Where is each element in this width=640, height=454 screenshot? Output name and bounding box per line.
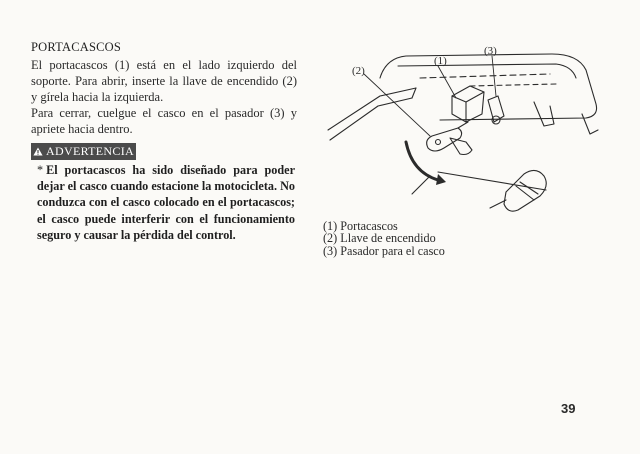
illustration-legend xyxy=(323,220,445,257)
warning-body: El portacascos ha sido diseñado para poder dejar el casco cuando estacione la motocicleta. No conduzca con el casco colocado en el portacascos; el casco puede interferir con el funcionamiento seguro y causar la pérdida del control. xyxy=(37,163,295,242)
legend-item-pasador: (3) Pasador para el casco xyxy=(323,243,445,258)
callout-2: (2) xyxy=(352,65,365,77)
paragraph-open-instructions: El portacascos (1) está en el lado izquierdo del soporte. Para abrir, inserte la llave de encendido (2) y gírela hacia la izquierda. xyxy=(31,58,297,104)
helmet-holder-illustration xyxy=(320,44,612,224)
warning-text xyxy=(37,162,295,243)
paragraph-close-instructions: Para cerrar, cuelgue el casco en el pasador (3) y apriete hacia dentro. xyxy=(31,106,297,136)
warning-triangle-icon xyxy=(33,147,43,156)
legend-item-portacascos: (1) Portacascos xyxy=(323,219,398,233)
callout-3: (3) xyxy=(484,45,497,57)
section-body xyxy=(31,57,297,137)
callout-1: (1) xyxy=(434,55,447,67)
warning-bullet: * xyxy=(37,163,44,177)
warning-badge xyxy=(31,143,136,160)
legend-item-llave: (2) Llave de encendido xyxy=(323,231,436,246)
section-title: PORTACASCOS xyxy=(31,40,122,54)
page-number: 39 xyxy=(561,401,576,416)
warning-label: ADVERTENCIA xyxy=(46,144,134,158)
